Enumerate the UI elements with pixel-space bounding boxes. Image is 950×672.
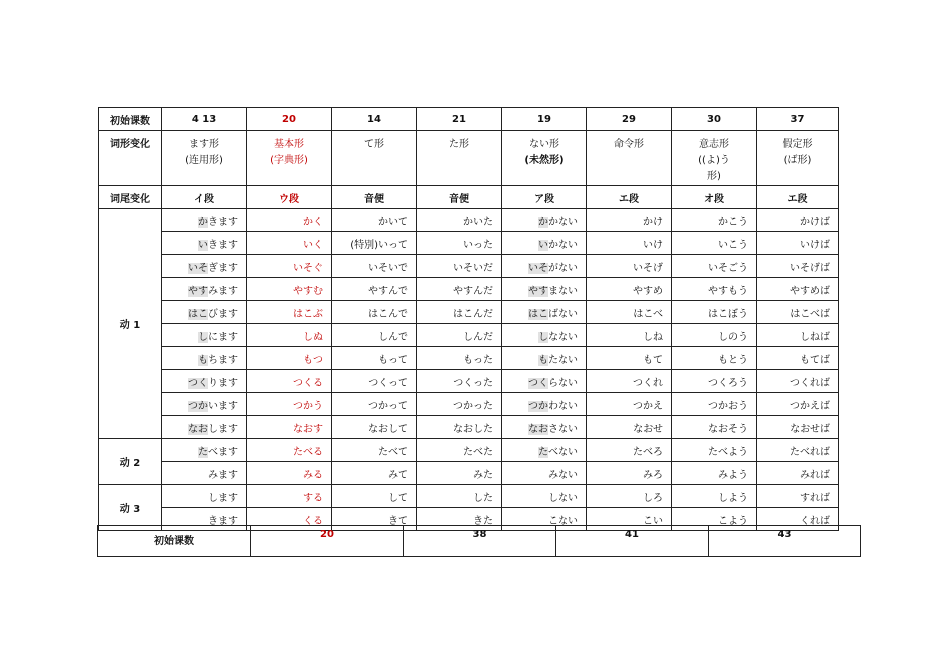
verb-cell: いそいだ [417,255,502,278]
lesson-number: 4 13 [162,108,247,131]
verb-cell: いこう [672,232,757,255]
verb-ending: にます [208,331,238,343]
footer-value: 41 [556,526,709,557]
form-name-line: (字典形) [270,155,308,166]
verb-cell [502,347,587,370]
verb-cell: もつ [247,347,332,370]
verb-stem: つく [188,377,208,389]
verb-cell: すれば [757,485,839,508]
ending-name: ア段 [502,186,587,209]
verb-ending: こない [548,515,578,527]
verb-cell: かこう [672,209,757,232]
verb-cell: もった [417,347,502,370]
verb-cell: やすもう [672,278,757,301]
verb-cell: する [247,485,332,508]
verb-cell: くる [247,508,332,531]
ending-row [99,186,839,209]
verb-cell: いそげ [587,255,672,278]
verb-cell [162,370,247,393]
verb-cell: つくろう [672,370,757,393]
lesson-number: 37 [757,108,839,131]
verb-stem: つか [188,400,208,412]
verb-cell [502,462,587,485]
verb-cell: いった [417,232,502,255]
verb-row [99,324,839,347]
verb-cell: たべれば [757,439,839,462]
verb-cell [502,209,587,232]
ending-label: 词尾变化 [99,186,162,209]
verb-stem: つく [528,377,548,389]
verb-cell: いそげば [757,255,839,278]
verb-cell [162,278,247,301]
verb-cell: なおして [332,416,417,439]
form-name [672,131,757,186]
verb-cell: つくって [332,370,417,393]
verb-ending: みない [548,469,578,481]
footer-value: 43 [709,526,861,557]
group-label: 动 2 [99,439,162,485]
verb-row [99,485,839,508]
verb-cell: やすめ [587,278,672,301]
verb-cell: しんで [332,324,417,347]
lesson-number: 21 [417,108,502,131]
form-name [757,131,839,186]
verb-ending: しない [548,492,578,504]
form-name-line: (未然形) [524,155,564,166]
verb-cell: はこんだ [417,301,502,324]
ending-name: イ段 [162,186,247,209]
group-label: 动 1 [99,209,162,439]
verb-cell: いそぐ [247,255,332,278]
verb-ending: します [208,492,238,504]
verb-cell: つかえ [587,393,672,416]
verb-cell: はこぶ [247,301,332,324]
verb-cell [502,301,587,324]
ending-name: 音便 [417,186,502,209]
verb-row [99,301,839,324]
verb-row [99,347,839,370]
verb-cell: はこぼう [672,301,757,324]
verb-cell: やすむ [247,278,332,301]
verb-cell: しね [587,324,672,347]
verb-cell [502,324,587,347]
verb-cell [502,393,587,416]
verb-cell [502,278,587,301]
verb-cell: みよう [672,462,757,485]
verb-stem: いそ [188,262,208,274]
ending-name: エ段 [587,186,672,209]
verb-stem: か [198,216,208,228]
verb-cell: かく [247,209,332,232]
verb-cell: はこべ [587,301,672,324]
lesson-number: 30 [672,108,757,131]
form-name-line: 意志形 [699,139,729,150]
form-name-line: 基本形 [274,139,304,150]
verb-cell: つくれば [757,370,839,393]
footer-table [97,525,861,557]
form-name-line: ない形 [529,139,559,150]
verb-cell [162,209,247,232]
verb-ending: ります [208,377,238,389]
verb-ending: きます [208,216,238,228]
verb-cell [162,439,247,462]
verb-cell: しのう [672,324,757,347]
form-name-line: て形 [364,139,384,150]
lesson-number: 29 [587,108,672,131]
verb-cell: しんだ [417,324,502,347]
form-name-line: 形) [707,171,721,182]
verb-cell: きて [332,508,417,531]
ending-name: エ段 [757,186,839,209]
verb-cell: もてば [757,347,839,370]
verb-ending: きます [208,515,238,527]
verb-stem: か [538,216,548,228]
verb-cell: なおせ [587,416,672,439]
verb-cell: なおそう [672,416,757,439]
verb-stem: い [538,239,548,251]
verb-ending: わない [548,400,578,412]
verb-cell: くれば [757,508,839,531]
verb-cell: みる [247,462,332,485]
verb-cell: しよう [672,485,757,508]
form-name-line: 命令形 [614,139,644,150]
verb-cell [162,462,247,485]
verb-cell: した [417,485,502,508]
verb-row [99,278,839,301]
verb-cell [162,485,247,508]
verb-cell: たべる [247,439,332,462]
verb-stem: なお [188,423,208,435]
verb-cell: なおす [247,416,332,439]
verb-cell: こよう [672,508,757,531]
verb-stem: し [538,331,548,343]
verb-cell [502,416,587,439]
verb-cell [502,439,587,462]
verb-cell: しぬ [247,324,332,347]
verb-row [99,232,839,255]
verb-stem: た [538,446,548,458]
group-label: 动 3 [99,485,162,531]
verb-stem: も [538,354,548,366]
verb-ending: ばない [548,308,578,320]
form-row [99,131,839,186]
verb-stem: はこ [528,308,548,320]
verb-ending: びます [208,308,238,320]
verb-cell: つかった [417,393,502,416]
verb-cell: つかえば [757,393,839,416]
verb-cell: みて [332,462,417,485]
form-name [417,131,502,186]
verb-cell: みれば [757,462,839,485]
verb-ending: なない [548,331,578,343]
verb-ending: します [208,423,238,435]
verb-stem: やす [188,285,208,297]
verb-cell: たべた [417,439,502,462]
lesson-row [99,108,839,131]
verb-cell [162,324,247,347]
form-name [247,131,332,186]
footer-label: 初始课数 [98,526,251,557]
verb-cell: つくる [247,370,332,393]
verb-cell: (特別)いって [332,232,417,255]
form-name-line: 假定形 [782,139,813,150]
form-name-line: (连用形) [185,155,223,166]
verb-cell: いけ [587,232,672,255]
verb-row [99,462,839,485]
verb-cell [162,393,247,416]
verb-cell: つかおう [672,393,757,416]
verb-cell [162,301,247,324]
form-name-line: (ば形) [783,155,812,166]
verb-cell: いけば [757,232,839,255]
verb-cell [162,232,247,255]
verb-row [99,370,839,393]
verb-stem: も [198,354,208,366]
form-name-line: ((よ)う [698,155,730,166]
verb-cell: いく [247,232,332,255]
verb-cell: つくった [417,370,502,393]
verb-stem: なお [528,423,548,435]
verb-cell: やすんだ [417,278,502,301]
verb-ending: かない [548,216,578,228]
verb-cell: もって [332,347,417,370]
lesson-number: 19 [502,108,587,131]
verb-conjugation-table [98,107,839,531]
verb-cell: しねば [757,324,839,347]
verb-cell: なおせば [757,416,839,439]
form-name [162,131,247,186]
verb-cell: いそいで [332,255,417,278]
footer-value: 38 [404,526,556,557]
verb-row [99,439,839,462]
verb-ending: らない [548,377,578,389]
verb-cell: して [332,485,417,508]
verb-cell: かいた [417,209,502,232]
form-name-line: た形 [449,139,469,150]
verb-cell: つくれ [587,370,672,393]
verb-ending: たない [548,354,578,366]
verb-cell: きた [417,508,502,531]
verb-cell: かけ [587,209,672,232]
verb-cell: はこべば [757,301,839,324]
verb-stem: し [198,331,208,343]
verb-stem: はこ [188,308,208,320]
verb-cell: もて [587,347,672,370]
verb-cell [502,255,587,278]
verb-stem: た [198,446,208,458]
verb-ending: かない [548,239,578,251]
verb-cell: もとう [672,347,757,370]
verb-cell: つかう [247,393,332,416]
verb-ending: います [208,400,238,412]
form-name [587,131,672,186]
verb-cell [502,232,587,255]
verb-stem: い [198,239,208,251]
verb-cell: たべて [332,439,417,462]
ending-name: ウ段 [247,186,332,209]
verb-cell: かけば [757,209,839,232]
form-name [332,131,417,186]
verb-cell: はこんで [332,301,417,324]
verb-cell: みた [417,462,502,485]
verb-cell: いそごう [672,255,757,278]
verb-cell: しろ [587,485,672,508]
footer-row [98,526,861,557]
verb-ending: がない [548,262,578,274]
verb-cell [162,416,247,439]
verb-cell: みろ [587,462,672,485]
verb-cell: つかって [332,393,417,416]
lesson-number: 14 [332,108,417,131]
verb-cell: かいて [332,209,417,232]
form-label: 词形变化 [99,131,162,186]
verb-stem: つか [528,400,548,412]
verb-row [99,255,839,278]
form-name [502,131,587,186]
verb-cell [502,370,587,393]
verb-ending: べない [548,446,578,458]
ending-name: 音便 [332,186,417,209]
verb-ending: まない [548,285,578,297]
verb-row [99,209,839,232]
verb-ending: みます [208,285,238,297]
footer-value: 20 [251,526,404,557]
verb-ending: ぎます [208,262,238,274]
ending-name: オ段 [672,186,757,209]
verb-cell: たべよう [672,439,757,462]
verb-stem: やす [528,285,548,297]
verb-cell [162,347,247,370]
lesson-number: 20 [247,108,332,131]
verb-row [99,393,839,416]
verb-ending: みます [208,469,238,481]
verb-cell [502,485,587,508]
verb-ending: ちます [208,354,238,366]
verb-ending: きます [208,239,238,251]
verb-ending: べます [208,446,238,458]
verb-cell: やすんで [332,278,417,301]
verb-cell [162,255,247,278]
verb-row [99,416,839,439]
verb-ending: さない [548,423,578,435]
verb-cell: たべろ [587,439,672,462]
verb-cell: こい [587,508,672,531]
verb-stem: いそ [528,262,548,274]
verb-cell: やすめば [757,278,839,301]
lesson-label: 初始课数 [99,108,162,131]
form-name-line: ます形 [189,139,219,150]
verb-cell: なおした [417,416,502,439]
